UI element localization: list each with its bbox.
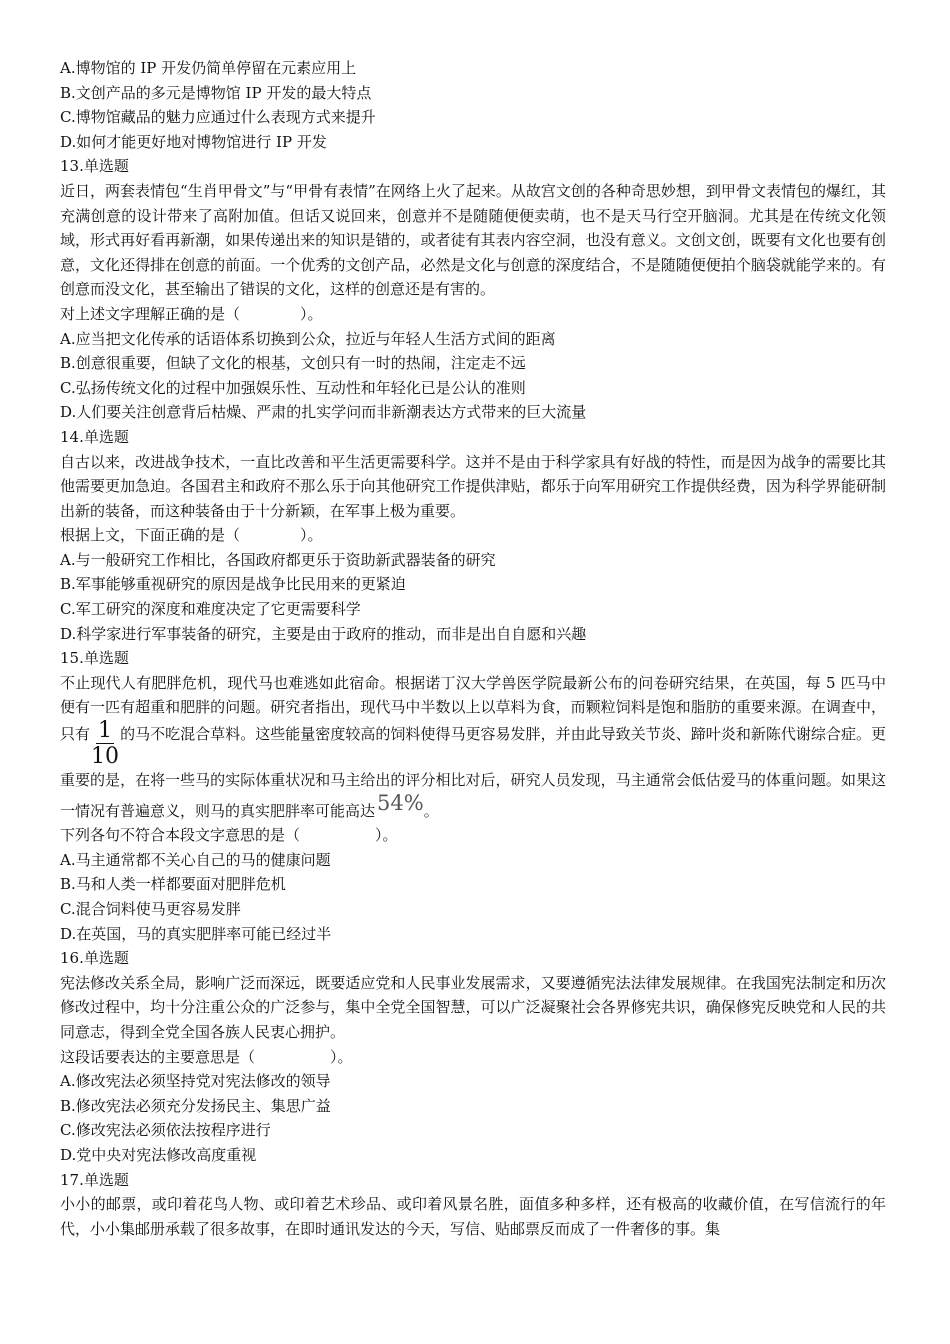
q17-header: 17.单选题 — [60, 1170, 129, 1189]
q15-question: 下列各句不符合本段文字意思的是（ ）。 — [60, 826, 398, 845]
q16-option-b[interactable]: B.修改宪法必须充分发扬民主、集思广益 — [60, 1096, 331, 1115]
q13-question: 对上述文字理解正确的是（ ）。 — [60, 304, 323, 323]
q14-option-b[interactable]: B.军事能够重视研究的原因是战争比民用来的更紧迫 — [60, 575, 406, 594]
fraction-one-tenth — [91, 720, 119, 768]
q16-passage: 宪法修改关系全局，影响广泛而深远，既要适应党和人民事业发展需求，又要遵循宪法法律发展规律。在我国宪法制定和历次修改过程中，均十分注重公众的广泛参与，集中全党全国智慧，可以广泛凝聚社会各界修宪共识，确保修宪反映党和人民的共同意志，得到全党全国各族人民衷心拥护。 — [60, 973, 886, 1041]
q15-option-a[interactable]: A.马主通常都不关心自己的马的健康问题 — [60, 850, 331, 869]
q16-option-d[interactable]: D.党中央对宪法修改高度重视 — [60, 1145, 257, 1164]
q16-option-c[interactable]: C.修改宪法必须依法按程序进行 — [60, 1121, 271, 1140]
q16-question: 这段话要表达的主要意思是（ ）。 — [60, 1047, 353, 1066]
q14-option-a[interactable]: A.与一般研究工作相比，各国政府都更乐于资助新武器装备的研究 — [60, 550, 496, 569]
q12-option-b[interactable]: B.文创产品的多元是博物馆 IP 开发的最大特点 — [60, 83, 372, 102]
q14-question: 根据上文，下面正确的是（ ）。 — [60, 526, 323, 545]
q15-header: 15.单选题 — [60, 649, 129, 668]
q15-option-d[interactable]: D.在英国，马的真实肥胖率可能已经过半 — [60, 924, 332, 943]
q15-option-b[interactable]: B.马和人类一样都要面对肥胖危机 — [60, 875, 286, 894]
document-page — [60, 56, 886, 1241]
q16-header: 16.单选题 — [60, 949, 129, 968]
q13-option-b[interactable]: B.创意很重要，但缺了文化的根基，文创只有一时的热闹，注定走不远 — [60, 354, 526, 373]
q14-option-d[interactable]: D.科学家进行军事装备的研究，主要是由于政府的推动，而非是出自自愿和兴趣 — [60, 624, 587, 643]
q12-option-a[interactable]: A.博物馆的 IP 开发仍简单停留在元素应用上 — [60, 59, 357, 77]
q16-option-a[interactable]: A.修改宪法必须坚持党对宪法修改的领导 — [60, 1072, 331, 1091]
q12-option-c[interactable]: C.博物馆藏品的魅力应通过什么表现方式来提升 — [60, 108, 376, 127]
q13-option-d[interactable]: D.人们要关注创意背后枯燥、严肃的扎实学问而非新潮表达方式带来的巨大流量 — [60, 403, 587, 422]
fraction-numerator: 1 — [98, 718, 113, 744]
q13-option-c[interactable]: C.弘扬传统文化的过程中加强娱乐性、互动性和年轻化已是公认的准则 — [60, 378, 526, 397]
q15-option-c[interactable]: C.混合饲料使马更容易发胖 — [60, 900, 241, 918]
q15-passage — [60, 671, 886, 823]
fraction-denominator: 10 — [91, 744, 120, 770]
q15-passage-part-3: 。 — [423, 801, 439, 820]
percent-figure: 54% — [377, 790, 424, 815]
q14-option-c[interactable]: C.军工研究的深度和难度决定了它更需要科学 — [60, 600, 361, 619]
q14-header: 14.单选题 — [60, 427, 129, 446]
q13-header: 13.单选题 — [60, 157, 129, 176]
q13-passage: 近日，两套表情包“生肖甲骨文”与“甲骨有表情”在网络上火了起来。从故宫文创的各种奇思妙想，到甲骨文表情包的爆红，其充满创意的设计带来了高附加值。但话又说回来，创意并不是随随便便卖萌，也不是天马行空开脑洞。尤其是在传统文化领域，形式再好看再新潮，如果传递出来的知识是错的，或者徒有其表内容空洞，也没有意义。文创文创，既要有文化也要有创意，文化还得排在创意的前面。一个优秀的文创产品，必然是文化与创意的深度结合，不是随随便便拍个脑袋就能学来的。有创意而没文化，甚至输出了错误的文化，这样的创意还是有害的。 — [60, 181, 886, 299]
q14-passage: 自古以来，改进战争技术，一直比改善和平生活更需要科学。这并不是由于科学家具有好战的特性，而是因为战争的需要比其他需要更加急迫。各国君主和政府不那么乐于向其他研究工作提供津贴，都乐于向军用研究工作提供经费，因为科学界能研制出新的装备，而这种装备由于十分新颖，在军事上极为重要。 — [60, 452, 886, 520]
q13-option-a[interactable]: A.应当把文化传承的话语体系切换到公众，拉近与年轻人生活方式间的距离 — [60, 329, 556, 348]
q17-passage: 小小的邮票，或印着花鸟人物、或印着艺术珍品、或印着风景名胜，面值多种多样，还有极高的收藏价值，在写信流行的年代，小小集邮册承载了很多故事，在即时通讯发达的今天，写信、贴邮票反而成了一件奢侈的事。集 — [60, 1195, 886, 1238]
q12-option-d[interactable]: D.如何才能更好地对博物馆进行 IP 开发 — [60, 132, 327, 151]
q15-passage-part-2: 的马不吃混合草料。这些能量密度较高的饲料使得马更容易发胖，并由此导致关节炎、蹄叶炎和新陈代谢综合症。更重要的是，在将一些马的实际体重状况和马主给出的评分相比对后，研究人员发现，马主通常会低估爱马的体重问题。如果这一情况有普遍意义，则马的真实肥胖率可能高达 — [60, 725, 886, 820]
q15-passage-part-1: 不止现代人有肥胖危机，现代马也难逃如此宿命。根据诺丁汉大学兽医学院最新公布的问卷研究结果，在英国，每 5 匹马中便有一匹有超重和肥胖的问题。研究者指出，现代马中半数以上以草料为食，而颗粒饲料是饱和脂肪的重要来源。在调查中，只有 — [60, 673, 886, 744]
